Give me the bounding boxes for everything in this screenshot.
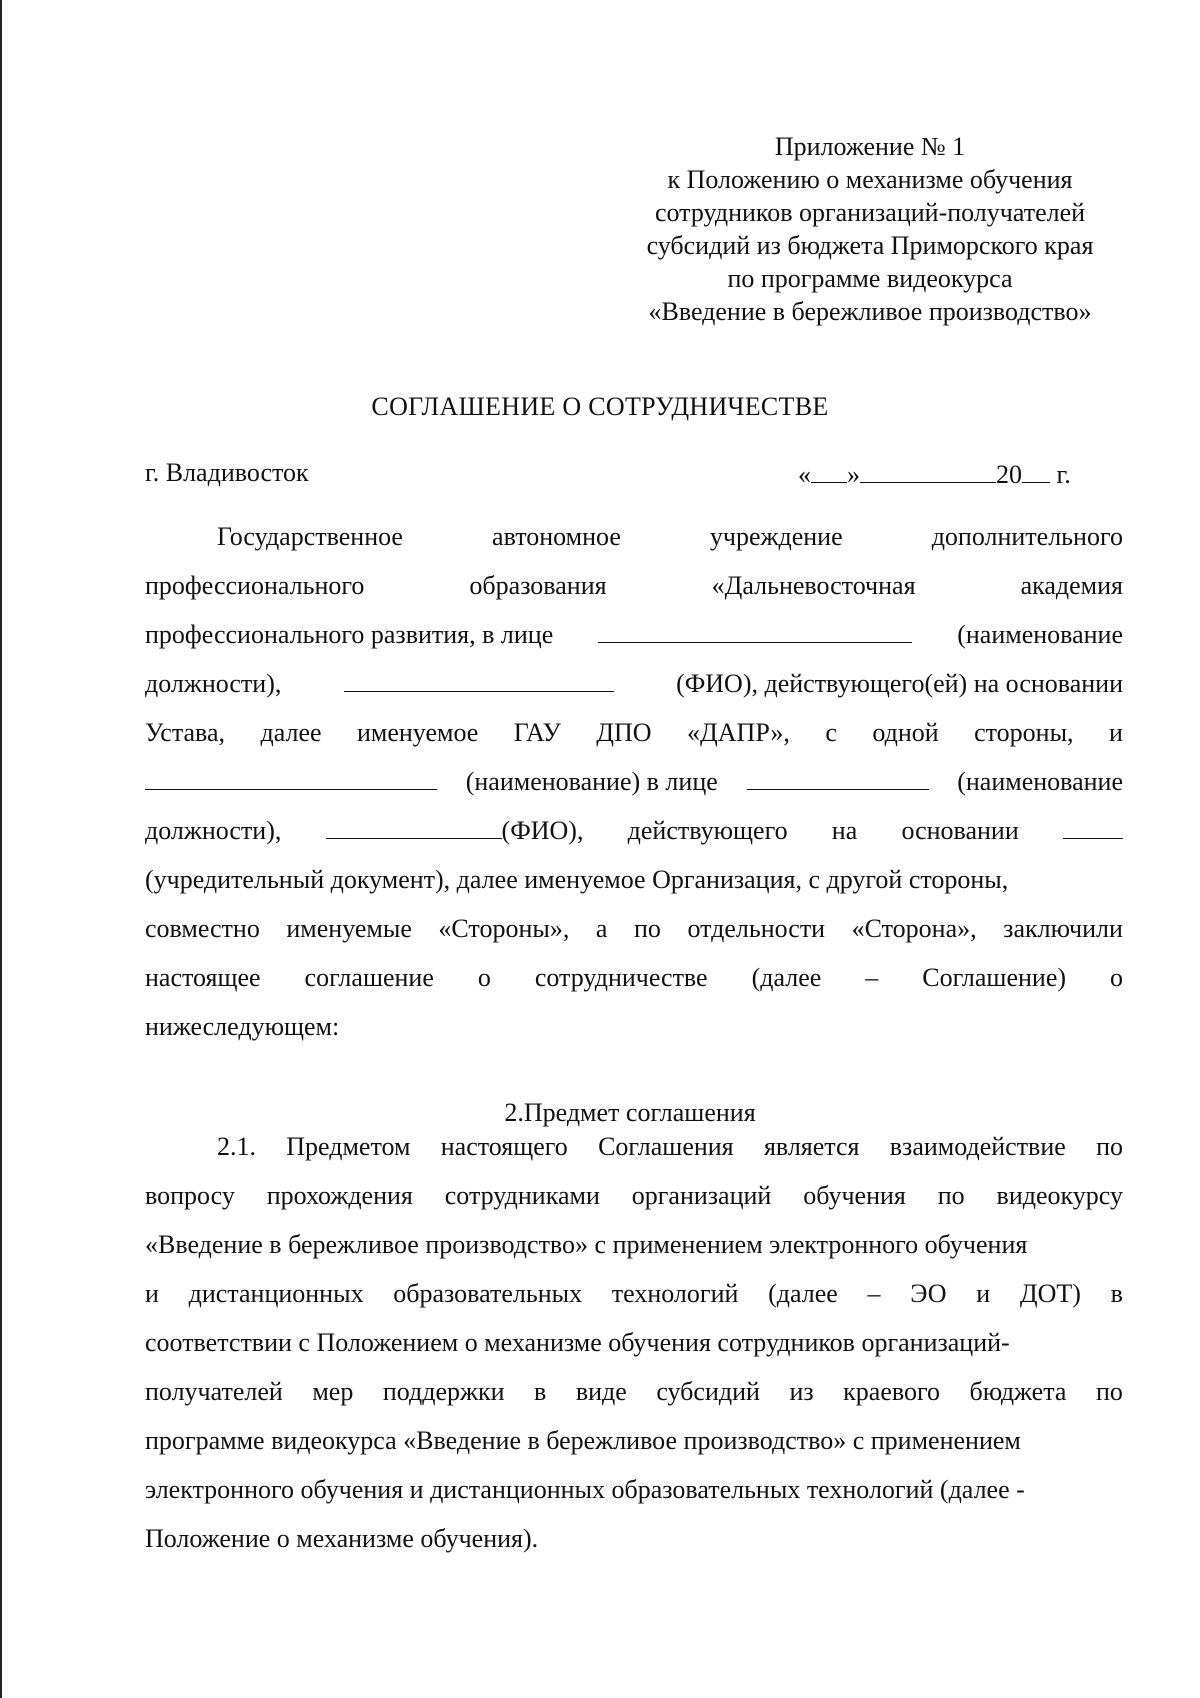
word: вопросу (145, 1181, 235, 1210)
word: «Дальневосточная (711, 571, 916, 600)
word: (наименование) в лице (465, 767, 718, 796)
year-blank (1022, 458, 1050, 483)
word: настоящее (145, 963, 261, 992)
word: с (825, 718, 837, 747)
word: и (1109, 718, 1123, 747)
text-line (145, 569, 1123, 603)
text-line (145, 1375, 1123, 1409)
word: из (789, 1377, 814, 1406)
word: и (976, 1279, 991, 1308)
word: краевого (843, 1377, 940, 1406)
word: сотрудничестве (534, 963, 708, 992)
word: поддержки (382, 1377, 505, 1406)
word: (наименование (957, 767, 1123, 796)
date-line (798, 458, 1071, 490)
word: настоящего (440, 1132, 568, 1161)
word: о (1110, 963, 1123, 992)
date-open-quote: « (798, 460, 811, 489)
fio-blank (326, 814, 502, 839)
word: по (1095, 1377, 1123, 1406)
word: «Стороны», (438, 914, 570, 943)
appendix-line: субсидий из бюджета Приморского края (646, 231, 1094, 260)
position-blank (598, 618, 912, 643)
year-prefix: 20 (996, 460, 1022, 489)
word: получателей (145, 1377, 283, 1406)
document-blank (1063, 814, 1123, 839)
document-title: СОГЛАШЕНИЕ О СОТРУДНИЧЕСТВЕ (371, 392, 829, 421)
word: на (831, 816, 858, 845)
section-heading: 2.Предмет соглашения (504, 1098, 756, 1127)
word: должности), (145, 669, 282, 698)
word: сотрудниками (444, 1181, 600, 1210)
month-blank (860, 458, 996, 483)
word: Государственное (217, 522, 403, 551)
text-line: (учредительный документ), далее именуемое Организация, с другой стороны, (145, 865, 1009, 894)
word: стороны, (974, 718, 1074, 747)
word: по (937, 1181, 965, 1210)
word: именуемое (356, 718, 479, 747)
word: технологий (611, 1279, 739, 1308)
appendix-line: сотрудников организаций-получателей (654, 198, 1086, 227)
word: учреждение (709, 522, 843, 551)
word: по (1096, 1132, 1123, 1161)
word: заключили (1003, 914, 1123, 943)
text-line: электронного обучения и дистанционных образовательных технологий (далее - (145, 1475, 1025, 1504)
word: а (595, 914, 608, 943)
word: виде (575, 1377, 627, 1406)
word: далее (260, 718, 322, 747)
word: Соглашение) (922, 963, 1067, 992)
word: основании (901, 816, 1019, 845)
word: образования (469, 571, 607, 600)
appendix-header (600, 130, 1140, 328)
word: ДОТ) (1019, 1279, 1081, 1308)
text-line (145, 765, 1123, 799)
appendix-line: Приложение № 1 (774, 132, 966, 161)
word: «ДАПР», (687, 718, 790, 747)
organization-blank (145, 765, 437, 790)
word: (далее (768, 1279, 838, 1308)
word: отдельности (687, 914, 826, 943)
word: ДПО (596, 718, 652, 747)
word: автономное (492, 522, 621, 551)
appendix-line: «Введение в бережливое производство» (648, 297, 1092, 326)
word: бюджета (969, 1377, 1067, 1406)
word: дистанционных (188, 1279, 364, 1308)
text-line: «Введение в бережливое производство» с применением электронного обучения (145, 1230, 1028, 1259)
word: субсидий (656, 1377, 760, 1406)
word: организаций (631, 1181, 772, 1210)
text-line (217, 1130, 1123, 1164)
word: – (867, 1279, 881, 1308)
word: – (865, 963, 879, 992)
word: образовательных (393, 1279, 583, 1308)
word: о (477, 963, 491, 992)
appendix-line: к Положению о механизме обучения (667, 165, 1073, 194)
word: ГАУ (513, 718, 561, 747)
word: академия (1020, 571, 1123, 600)
city: г. Владивосток (145, 458, 309, 487)
text-line (145, 961, 1123, 995)
word: мер (312, 1377, 354, 1406)
word: по (633, 914, 661, 943)
word: действующего (627, 816, 788, 845)
word: обучения (803, 1181, 906, 1210)
word: именуемые (286, 914, 412, 943)
word: ЭО (910, 1279, 947, 1308)
word: соглашение (304, 963, 434, 992)
text-line (145, 618, 1123, 652)
appendix-line: по программе видеокурса (727, 264, 1013, 293)
word: Устава, (145, 718, 226, 747)
word: Предметом (286, 1132, 411, 1161)
word: (далее (751, 963, 822, 992)
word: «Сторона», (851, 914, 977, 943)
word: взаимодействие (889, 1132, 1066, 1161)
text-line: соответствии с Положением о механизме обучения сотрудников организаций- (145, 1328, 1010, 1357)
word: должности), (145, 816, 282, 845)
word: совместно (145, 914, 260, 943)
text-line: Положение о механизме обучения). (145, 1524, 539, 1553)
word: 2.1. (217, 1132, 256, 1161)
text-line: нижеследующем: (145, 1012, 340, 1041)
word: прохождения (266, 1181, 413, 1210)
scan-left-edge (0, 0, 2, 1698)
day-blank (811, 458, 847, 483)
word: профессионального (145, 571, 365, 600)
text-line (217, 520, 1123, 554)
text-line (145, 667, 1123, 701)
position-blank (747, 765, 929, 790)
word: профессионального развития, в лице (145, 620, 554, 649)
word: видеокурсу (996, 1181, 1123, 1210)
word: в (1110, 1279, 1123, 1308)
text-line (145, 912, 1123, 946)
word: (ФИО), (501, 816, 584, 845)
text-line (145, 1277, 1123, 1311)
text-line (145, 814, 1123, 848)
word: является (763, 1132, 860, 1161)
word: (ФИО), действующего(ей) на основании (676, 669, 1123, 698)
date-close-quote: » (847, 460, 860, 489)
word: и (145, 1279, 159, 1308)
year-suffix: г. (1056, 460, 1071, 489)
text-line (145, 716, 1123, 750)
word: (наименование (957, 620, 1123, 649)
text-line (145, 1179, 1123, 1213)
fio-blank (344, 667, 614, 692)
word: дополнительного (931, 522, 1123, 551)
word: в (534, 1377, 547, 1406)
word: одной (872, 718, 939, 747)
word: Соглашения (598, 1132, 734, 1161)
text-line: программе видеокурса «Введение в бережливое производство» с применением (145, 1426, 1021, 1455)
